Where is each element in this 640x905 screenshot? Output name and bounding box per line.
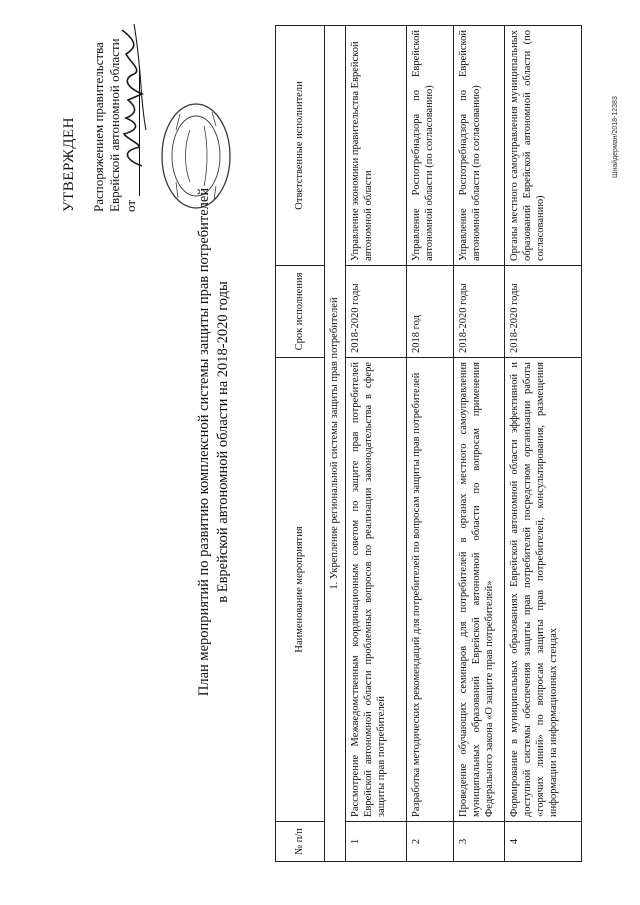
row-measure-name: Рассмотрение Межведомственным координационным советом по защите прав потребителей Еврейской автономной области проблемных вопросов по реализации законодательства в сфере защиты прав потребителей <box>346 358 407 822</box>
approval-line-1: Распоряжением правительства <box>90 42 106 212</box>
row-executors: Органы местного самоуправления муниципальных образований Еврейской автономной области (по согласованию) <box>505 26 582 266</box>
header-executors: Ответственные исполнители <box>276 26 325 266</box>
handwritten-signature <box>116 20 150 170</box>
row-term: 2018-2020 годы <box>346 266 407 358</box>
row-executors: Управление Роспотребнадзора по Еврейской автономной области (по согласованию) <box>407 26 454 266</box>
row-number: 4 <box>505 822 582 862</box>
approval-heading: УТВЕРЖДЕН <box>61 117 77 212</box>
scanned-page <box>20 12 620 892</box>
row-executors: Управление Роспотребнадзора по Еврейской автономной области (по согласованию) <box>454 26 505 266</box>
approval-line-2: Еврейской автономной области <box>107 38 122 212</box>
header-number: № п/п <box>276 822 325 862</box>
row-term: 2018-2020 годы <box>454 266 505 358</box>
header-term: Срок исполнения <box>276 266 325 358</box>
document-title-line-2: в Еврейской автономной области на 2018-2020 годы <box>214 281 231 603</box>
row-term: 2018 год <box>407 266 454 358</box>
measures-table <box>275 25 582 862</box>
document-title <box>195 162 233 722</box>
table-row <box>407 26 454 862</box>
header-measure-name: Наименование мероприятия <box>276 358 325 822</box>
row-number: 2 <box>407 822 454 862</box>
row-number: 1 <box>346 822 407 862</box>
table-row <box>505 26 582 862</box>
document-title-line-1: План мероприятий по развитию комплексной системы защиты прав потребителей <box>196 187 212 697</box>
row-term: 2018-2020 годы <box>505 266 582 358</box>
table-row <box>454 26 505 862</box>
section-heading-1: 1. Укрепление региональной системы защиты прав потребителей <box>325 26 346 862</box>
row-measure-name: Разработка методических рекомендаций для потребителей по вопросам защиты прав потребителей <box>407 358 454 822</box>
table-header-row <box>276 26 325 862</box>
document-footer-code: Шнайдерман/2018-12383 <box>612 96 619 178</box>
table-section-row <box>325 26 346 862</box>
approval-date-prefix: от <box>123 199 139 212</box>
row-measure-name: Формирование в муниципальных образованиях Еврейской автономной области эффективной и доступной системы обеспечения защиты прав потребителей посредством организации работы «горячих линий» по вопросам защиты прав потребителей, консультирования, размещения информации на информационных стендах <box>505 358 582 822</box>
table-row <box>346 26 407 862</box>
row-measure-name: Проведение обучающих семинаров для потребителей в органах местного самоуправления муниципальных образований Еврейской автономной области по вопросам применения Федерального закона «О защите прав потребителей» <box>454 358 505 822</box>
row-number: 3 <box>454 822 505 862</box>
row-executors: Управление экономики правительства Еврейской автономной области <box>346 26 407 266</box>
